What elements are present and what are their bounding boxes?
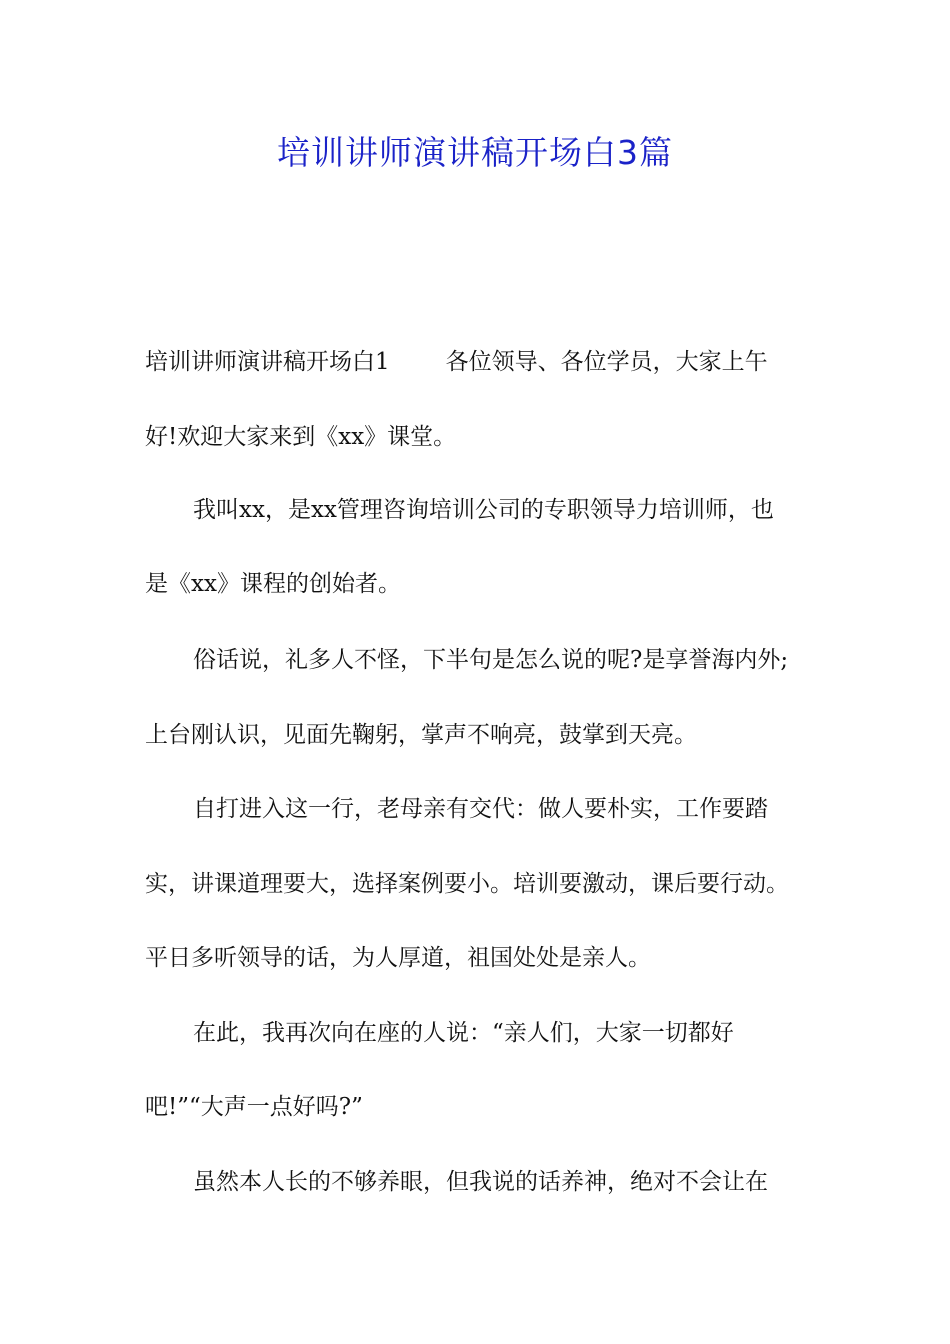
paragraph-line: 吧!”“大声一点好吗?” [145, 1094, 363, 1120]
document-title: 培训讲师演讲稿开场白3篇 [277, 133, 673, 172]
paragraph-line: 是《xx》课程的创始者。 [145, 571, 401, 597]
paragraph-line: 俗话说，礼多人不怪，下半句是怎么说的呢?是享誉海内外; [193, 647, 789, 673]
paragraph-text: 各位领导、各位学员，大家上午 [445, 349, 768, 375]
paragraph-line: 平日多听领导的话，为人厚道，祖国处处是亲人。 [145, 945, 651, 971]
paragraph-line: 在此，我再次向在座的人说：“亲人们，大家一切都好 [193, 1020, 734, 1046]
paragraph-line: 自打进入这一行，老母亲有交代：做人要朴实，工作要踏 [193, 796, 768, 822]
paragraph-line: 实，讲课道理要大，选择案例要小。培训要激动，课后要行动。 [145, 871, 789, 897]
paragraph-line: 上台刚认识，见面先鞠躬，掌声不响亮，鼓掌到天亮。 [145, 722, 697, 748]
paragraph-line: 虽然本人长的不够养眼，但我说的话养神，绝对不会让在 [193, 1169, 768, 1195]
section-heading: 培训讲师演讲稿开场白1 [145, 349, 390, 375]
paragraph-line: 我叫xx，是xx管理咨询培训公司的专职领导力培训师，也 [193, 497, 774, 523]
paragraph-line: 好!欢迎大家来到《xx》课堂。 [145, 424, 457, 450]
paragraph-line [145, 342, 825, 382]
